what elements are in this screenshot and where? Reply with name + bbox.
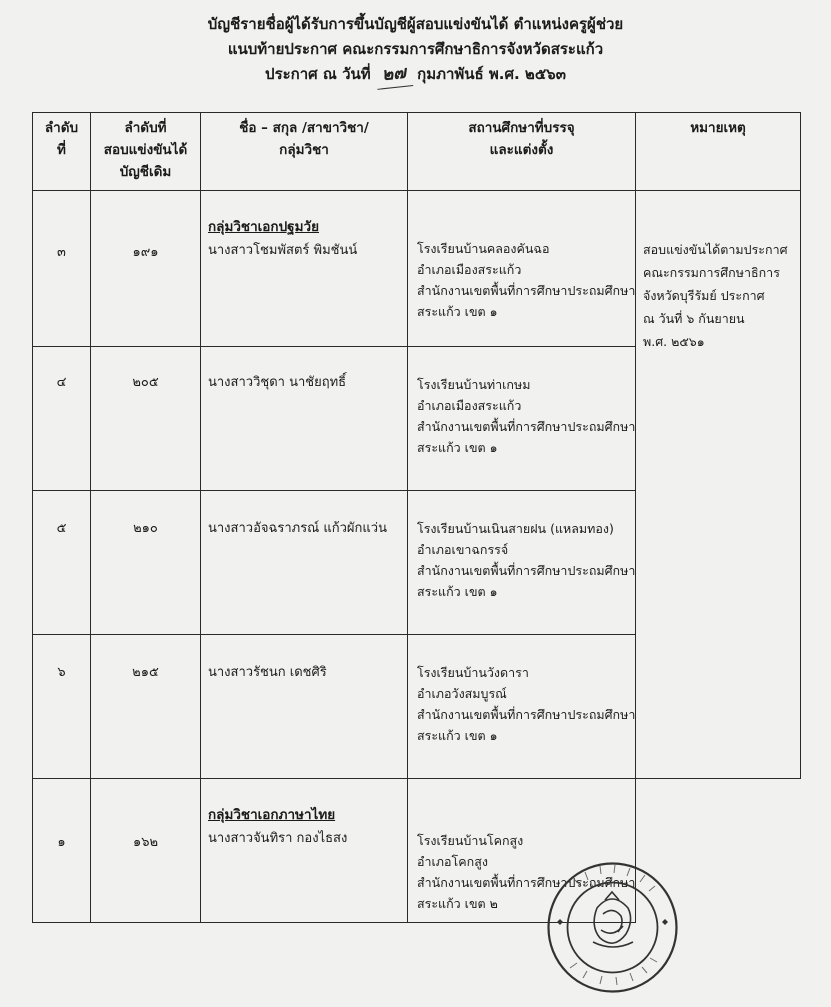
table-header-row — [33, 113, 801, 191]
cell-old-rank — [91, 191, 201, 347]
cell-no — [33, 635, 91, 779]
col-header-school-line-2: และแต่งตั้ง — [489, 142, 554, 158]
appointee-table — [32, 112, 801, 923]
area-line: สระแก้ว เขต ๑ — [417, 304, 498, 319]
header-line-1: บัญชีรายชื่อผู้ได้รับการขึ้นบัญชีผู้สอบแข่งขันได้ ตำแหน่งครูผู้ช่วย — [207, 15, 624, 33]
person-name: นางสาวโชมพัสตร์ พิมชันน์ — [208, 243, 358, 258]
col-header-no-line-1: ลำดับ — [44, 120, 79, 136]
col-header-old-rank — [91, 113, 201, 191]
person-name: นางสาวจันทิรา กองไธสง — [208, 831, 348, 846]
area-line: สระแก้ว เขต ๑ — [417, 728, 498, 743]
person-name: นางสาวรัชนก เดชศิริ — [208, 665, 327, 680]
row-no: ๓ — [57, 245, 66, 260]
cell-no — [33, 779, 91, 923]
row-old-rank: ๒๑๕ — [132, 665, 159, 680]
district-line: อำเภอเมืองสระแก้ว — [417, 398, 522, 413]
district-line: อำเภอวังสมบูรณ์ — [417, 686, 507, 701]
office-line: สำนักงานเขตพื้นที่การศึกษาประถมศึกษา — [417, 707, 636, 722]
area-line: สระแก้ว เขต ๒ — [417, 896, 498, 911]
district-line: อำเภอเมืองสระแก้ว — [417, 262, 522, 277]
table-row — [33, 779, 801, 923]
cell-name — [201, 491, 408, 635]
office-line: สำนักงานเขตพื้นที่การศึกษาประถมศึกษา — [417, 283, 636, 298]
cell-old-rank — [91, 779, 201, 923]
subject-group-label: กลุ่มวิชาเอกปฐมวัย — [208, 219, 319, 235]
office-line: สำนักงานเขตพื้นที่การศึกษาประถมศึกษา — [417, 563, 636, 578]
cell-old-rank — [91, 635, 201, 779]
school-line: โรงเรียนบ้านโคกสูง — [417, 833, 524, 848]
district-line: อำเภอโคกสูง — [417, 854, 488, 869]
cell-old-rank — [91, 491, 201, 635]
cell-school — [408, 191, 636, 347]
cell-name — [201, 347, 408, 491]
remark-line-1: สอบแข่งขันได้ตามประกาศ — [643, 242, 788, 257]
col-header-no — [33, 113, 91, 191]
col-header-old-rank-line-1: ลำดับที่ — [124, 120, 167, 136]
cell-remark — [636, 191, 801, 779]
header-line-2: แนบท้ายประกาศ คณะกรรมการศึกษาธิการจังหวัดสระแก้ว — [227, 40, 604, 58]
remark-line-3: จังหวัดบุรีรัมย์ ประกาศ — [643, 288, 765, 303]
document-header — [0, 12, 831, 88]
date-prefix: ประกาศ ณ วันที่ — [265, 65, 371, 83]
table-row — [33, 191, 801, 347]
remark-line-2: คณะกรรมการศึกษาธิการ — [643, 265, 780, 280]
school-line: โรงเรียนบ้านท่าเกษม — [417, 377, 531, 392]
col-header-no-line-2: ที่ — [57, 142, 66, 158]
cell-school — [408, 635, 636, 779]
handwritten-day: ๒๗ — [375, 60, 414, 90]
person-name: นางสาววิชุดา นาชัยฤทธิ์ — [208, 375, 347, 390]
row-old-rank: ๒๑๐ — [133, 521, 158, 536]
school-line: โรงเรียนบ้านคลองคันฉอ — [417, 241, 550, 256]
area-line: สระแก้ว เขต ๑ — [417, 584, 498, 599]
row-old-rank: ๑๖๒ — [132, 835, 159, 850]
header-line-3 — [0, 62, 831, 88]
date-suffix: กุมภาพันธ์ พ.ศ. ๒๕๖๓ — [417, 65, 566, 83]
cell-no — [33, 191, 91, 347]
person-name: นางสาวอัจฉราภรณ์ แก้วผักแว่น — [208, 521, 387, 536]
office-line: สำนักงานเขตพื้นที่การศึกษาประถมศึกษา — [417, 419, 636, 434]
row-old-rank: ๑๙๑ — [132, 245, 159, 260]
remark-line-5: พ.ศ. ๒๕๖๑ — [643, 334, 705, 349]
remark-line-4: ณ วันที่ ๖ กันยายน — [643, 311, 745, 326]
row-no: ๔ — [56, 375, 67, 390]
office-line: สำนักงานเขตพื้นที่การศึกษาประถมศึกษา — [417, 875, 636, 890]
col-header-name-line-1: ชื่อ – สกุล /สาขาวิชา/ — [239, 120, 369, 136]
cell-old-rank — [91, 347, 201, 491]
school-line: โรงเรียนบ้านวังดารา — [417, 665, 529, 680]
col-header-school-line-1: สถานศึกษาที่บรรจุ — [468, 120, 575, 136]
col-header-old-rank-line-2: สอบแข่งขันได้ — [103, 142, 188, 158]
cell-name — [201, 779, 408, 923]
col-header-old-rank-line-3: บัญชีเดิม — [119, 164, 172, 180]
row-no: ๕ — [56, 521, 67, 536]
col-header-name-line-2: กลุ่มวิชา — [279, 142, 329, 158]
subject-group-label: กลุ่มวิชาเอกภาษาไทย — [208, 807, 336, 823]
cell-school — [408, 347, 636, 491]
cell-name — [201, 635, 408, 779]
area-line: สระแก้ว เขต ๑ — [417, 440, 498, 455]
col-header-name — [201, 113, 408, 191]
col-header-remark: หมายเหตุ — [636, 113, 801, 191]
district-line: อำเภอเขาฉกรรจ์ — [417, 542, 509, 557]
col-header-school — [408, 113, 636, 191]
cell-no — [33, 491, 91, 635]
cell-no — [33, 347, 91, 491]
official-seal-stamp — [545, 860, 680, 995]
row-no: ๖ — [57, 665, 66, 680]
row-no: ๑ — [57, 835, 66, 850]
school-line: โรงเรียนบ้านเนินสายฝน (แหลมทอง) — [417, 521, 614, 536]
cell-school — [408, 491, 636, 635]
row-old-rank: ๒๐๕ — [132, 375, 159, 390]
cell-name — [201, 191, 408, 347]
